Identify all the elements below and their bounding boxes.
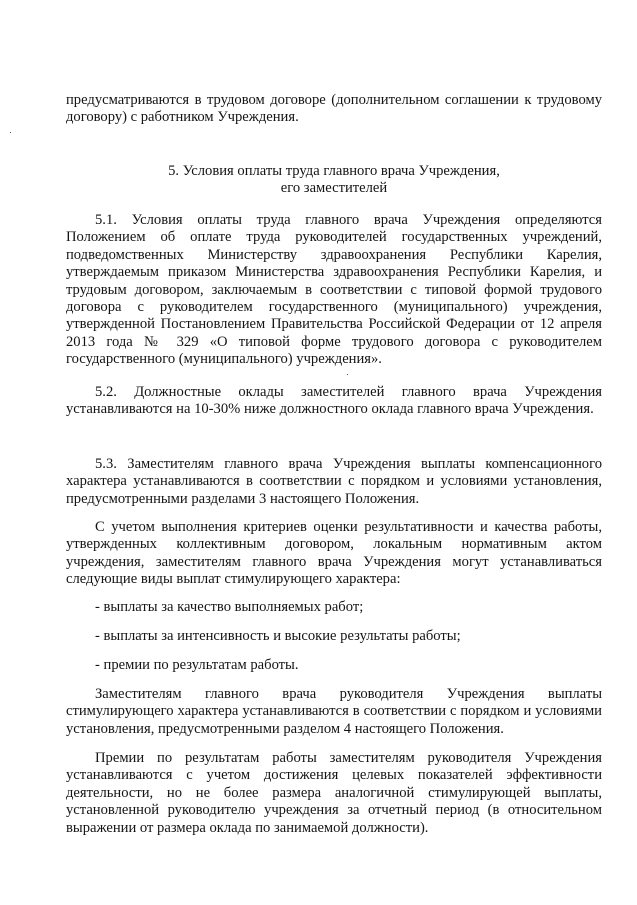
paragraph-criteria: С учетом выполнения критериев оценки результативности и качества работы, утвержденных коллективным договором, локальным нормативным актом учреждения, заместителям главного врача Учреждения могут устанавливаться следующие виды выплат стимулирующего характера: bbox=[66, 519, 602, 588]
paragraph-5-3: 5.3. Заместителям главного врача Учреждения выплаты компенсационного характера устанавливаются в соответствии с порядком и условиями установления, предусмотренными разделами 3 настоящего Положения. bbox=[66, 456, 602, 507]
section-heading-line-2: его заместителей bbox=[280, 180, 388, 197]
paragraph-5-1: 5.1. Условия оплаты труда главного врача Учреждения определяются Положением об оплате труда руководителей государственных учреждений, подведомственных Министерству здравоохранения Республики Карелия, утверждаемым приказом Министерства здравоохранения Республики Карелия, и трудовым договором, заключаемым в соответствии с типовой формой трудового договора с руководителем государственного (муниципального) учреждения, утвержденной Постановлением Правительства Российской Федерации от 12 апреля 2013 года № 329 «О типовой форме трудового договора с руководителем государственного (муниципального) учреждения». bbox=[66, 212, 602, 368]
continuation-paragraph: предусматриваются в трудовом договоре (дополнительном соглашении к трудовому договору) с работником Учреждения. bbox=[66, 92, 602, 126]
paragraph-deputies: Заместителям главного врача руководителя Учреждения выплаты стимулирующего характера устанавливаются в соответствии с порядком и условиями установления, предусмотренными разделом 4 настоящего Положения. bbox=[66, 686, 602, 737]
section-heading bbox=[66, 163, 602, 198]
bullet-item-intensity: - выплаты за интенсивность и высокие результаты работы; bbox=[95, 628, 461, 644]
bullet-item-quality: - выплаты за качество выполняемых работ; bbox=[95, 599, 364, 615]
scan-speck bbox=[10, 132, 11, 133]
section-heading-line-1: 5. Условия оплаты труда главного врача Учреждения, bbox=[168, 163, 500, 179]
bullet-item-bonuses: - премии по результатам работы. bbox=[95, 657, 299, 673]
scan-speck bbox=[347, 374, 348, 375]
paragraph-5-2: 5.2. Должностные оклады заместителей главного врача Учреждения устанавливаются на 10-30% ниже должностного оклада главного врача Учреждения. bbox=[66, 384, 602, 418]
paragraph-bonuses: Премии по результатам работы заместителям руководителя Учреждения устанавливаются с учетом достижения целевых показателей эффективности деятельности, но не более размера аналогичной стимулирующей выплаты, установленной руководителю учреждения за отчетный период (в относительном выражении от размера оклада по занимаемой должности). bbox=[66, 750, 602, 836]
